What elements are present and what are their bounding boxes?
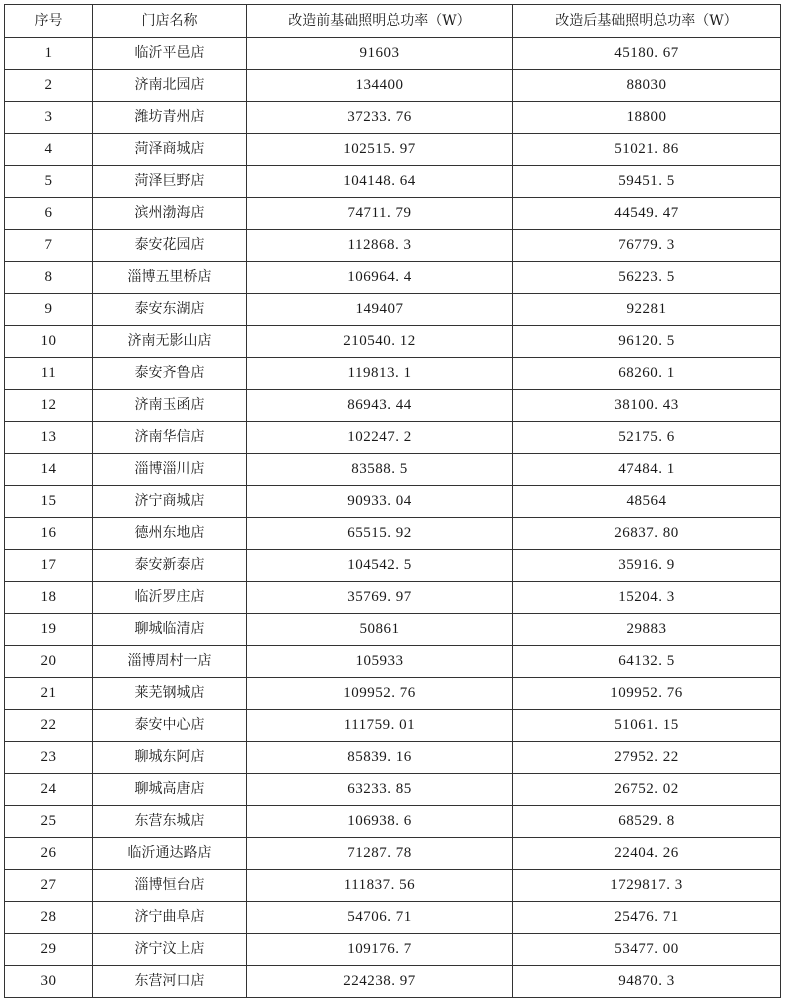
cell-power-before: 119813. 1: [247, 358, 513, 390]
cell-store-name: 临沂罗庄店: [93, 582, 247, 614]
cell-index: 28: [5, 902, 93, 934]
table-row: [5, 326, 781, 358]
cell-power-before: 210540. 12: [247, 326, 513, 358]
table-row: [5, 806, 781, 838]
cell-power-before: 63233. 85: [247, 774, 513, 806]
cell-store-name: 淄博周村一店: [93, 646, 247, 678]
table-row: [5, 678, 781, 710]
table-row: [5, 294, 781, 326]
cell-power-before: 106938. 6: [247, 806, 513, 838]
table-row: [5, 454, 781, 486]
cell-index: 16: [5, 518, 93, 550]
cell-store-name: 济宁曲阜店: [93, 902, 247, 934]
cell-index: 7: [5, 230, 93, 262]
cell-index: 5: [5, 166, 93, 198]
cell-power-after: 22404. 26: [513, 838, 781, 870]
cell-index: 12: [5, 390, 93, 422]
cell-power-after: 76779. 3: [513, 230, 781, 262]
cell-index: 25: [5, 806, 93, 838]
cell-index: 10: [5, 326, 93, 358]
cell-power-after: 1729817. 3: [513, 870, 781, 902]
cell-index: 20: [5, 646, 93, 678]
table-row: [5, 390, 781, 422]
table-row: [5, 646, 781, 678]
cell-power-before: 54706. 71: [247, 902, 513, 934]
cell-power-before: 35769. 97: [247, 582, 513, 614]
cell-power-after: 44549. 47: [513, 198, 781, 230]
cell-power-before: 106964. 4: [247, 262, 513, 294]
table-row: [5, 230, 781, 262]
cell-store-name: 淄博恒台店: [93, 870, 247, 902]
cell-power-after: 18800: [513, 102, 781, 134]
cell-index: 17: [5, 550, 93, 582]
table-row: [5, 582, 781, 614]
cell-power-after: 109952. 76: [513, 678, 781, 710]
cell-store-name: 滨州渤海店: [93, 198, 247, 230]
table-row: [5, 614, 781, 646]
cell-index: 26: [5, 838, 93, 870]
cell-store-name: 泰安花园店: [93, 230, 247, 262]
cell-power-after: 15204. 3: [513, 582, 781, 614]
cell-power-before: 37233. 76: [247, 102, 513, 134]
cell-store-name: 莱芜钢城店: [93, 678, 247, 710]
cell-index: 21: [5, 678, 93, 710]
cell-power-before: 134400: [247, 70, 513, 102]
cell-power-after: 94870. 3: [513, 966, 781, 998]
cell-index: 2: [5, 70, 93, 102]
cell-store-name: 淄博淄川店: [93, 454, 247, 486]
cell-index: 18: [5, 582, 93, 614]
table-row: [5, 710, 781, 742]
cell-power-after: 51061. 15: [513, 710, 781, 742]
cell-power-after: 29883: [513, 614, 781, 646]
header-power-before: 改造前基础照明总功率（W）: [247, 5, 513, 38]
cell-store-name: 临沂平邑店: [93, 38, 247, 70]
cell-store-name: 聊城高唐店: [93, 774, 247, 806]
cell-index: 1: [5, 38, 93, 70]
cell-power-before: 83588. 5: [247, 454, 513, 486]
cell-power-before: 102515. 97: [247, 134, 513, 166]
cell-power-after: 51021. 86: [513, 134, 781, 166]
cell-power-after: 88030: [513, 70, 781, 102]
header-index: 序号: [5, 5, 93, 38]
cell-power-before: 112868. 3: [247, 230, 513, 262]
cell-store-name: 泰安齐鲁店: [93, 358, 247, 390]
cell-index: 29: [5, 934, 93, 966]
cell-store-name: 济南华信店: [93, 422, 247, 454]
cell-power-before: 85839. 16: [247, 742, 513, 774]
cell-power-before: 109952. 76: [247, 678, 513, 710]
cell-store-name: 济宁商城店: [93, 486, 247, 518]
cell-power-before: 111759. 01: [247, 710, 513, 742]
cell-index: 8: [5, 262, 93, 294]
cell-index: 3: [5, 102, 93, 134]
cell-store-name: 德州东地店: [93, 518, 247, 550]
cell-power-after: 35916. 9: [513, 550, 781, 582]
cell-index: 14: [5, 454, 93, 486]
cell-power-before: 102247. 2: [247, 422, 513, 454]
cell-index: 15: [5, 486, 93, 518]
cell-power-after: 68260. 1: [513, 358, 781, 390]
table-row: [5, 902, 781, 934]
cell-index: 4: [5, 134, 93, 166]
cell-power-before: 50861: [247, 614, 513, 646]
cell-index: 13: [5, 422, 93, 454]
cell-store-name: 菏泽商城店: [93, 134, 247, 166]
cell-power-after: 56223. 5: [513, 262, 781, 294]
cell-power-after: 47484. 1: [513, 454, 781, 486]
cell-power-after: 26752. 02: [513, 774, 781, 806]
cell-store-name: 东营东城店: [93, 806, 247, 838]
table-row: [5, 134, 781, 166]
cell-store-name: 泰安新泰店: [93, 550, 247, 582]
header-power-after: 改造后基础照明总功率（W）: [513, 5, 781, 38]
cell-index: 11: [5, 358, 93, 390]
cell-store-name: 淄博五里桥店: [93, 262, 247, 294]
cell-power-after: 26837. 80: [513, 518, 781, 550]
table-row: [5, 870, 781, 902]
cell-power-before: 65515. 92: [247, 518, 513, 550]
cell-index: 30: [5, 966, 93, 998]
cell-store-name: 济南无影山店: [93, 326, 247, 358]
cell-power-after: 27952. 22: [513, 742, 781, 774]
cell-store-name: 潍坊青州店: [93, 102, 247, 134]
cell-power-before: 90933. 04: [247, 486, 513, 518]
cell-store-name: 聊城东阿店: [93, 742, 247, 774]
table-row: [5, 166, 781, 198]
cell-store-name: 济宁汶上店: [93, 934, 247, 966]
table-row: [5, 966, 781, 998]
cell-power-after: 38100. 43: [513, 390, 781, 422]
table-row: [5, 198, 781, 230]
cell-power-after: 92281: [513, 294, 781, 326]
cell-power-before: 224238. 97: [247, 966, 513, 998]
cell-store-name: 临沂通达路店: [93, 838, 247, 870]
cell-power-after: 25476. 71: [513, 902, 781, 934]
table-row: [5, 262, 781, 294]
table-row: [5, 934, 781, 966]
power-comparison-table-container: [4, 4, 780, 998]
cell-power-before: 104542. 5: [247, 550, 513, 582]
table-header-row: [5, 5, 781, 38]
cell-power-before: 71287. 78: [247, 838, 513, 870]
table-row: [5, 742, 781, 774]
table-row: [5, 774, 781, 806]
cell-power-after: 52175. 6: [513, 422, 781, 454]
table-row: [5, 422, 781, 454]
cell-power-before: 111837. 56: [247, 870, 513, 902]
table-row: [5, 70, 781, 102]
cell-power-before: 149407: [247, 294, 513, 326]
cell-power-before: 91603: [247, 38, 513, 70]
cell-power-after: 48564: [513, 486, 781, 518]
cell-power-before: 86943. 44: [247, 390, 513, 422]
cell-store-name: 东营河口店: [93, 966, 247, 998]
cell-index: 23: [5, 742, 93, 774]
cell-power-after: 45180. 67: [513, 38, 781, 70]
table-body: [5, 38, 781, 998]
header-store-name: 门店名称: [93, 5, 247, 38]
cell-store-name: 菏泽巨野店: [93, 166, 247, 198]
cell-index: 19: [5, 614, 93, 646]
cell-store-name: 济南北园店: [93, 70, 247, 102]
cell-power-after: 53477. 00: [513, 934, 781, 966]
table-row: [5, 550, 781, 582]
cell-store-name: 泰安中心店: [93, 710, 247, 742]
cell-power-before: 105933: [247, 646, 513, 678]
cell-power-after: 59451. 5: [513, 166, 781, 198]
cell-index: 22: [5, 710, 93, 742]
table-row: [5, 102, 781, 134]
table-row: [5, 486, 781, 518]
cell-power-before: 74711. 79: [247, 198, 513, 230]
cell-index: 9: [5, 294, 93, 326]
cell-power-after: 96120. 5: [513, 326, 781, 358]
cell-power-before: 104148. 64: [247, 166, 513, 198]
cell-power-before: 109176. 7: [247, 934, 513, 966]
table-row: [5, 518, 781, 550]
cell-index: 6: [5, 198, 93, 230]
table-row: [5, 358, 781, 390]
cell-power-after: 64132. 5: [513, 646, 781, 678]
cell-index: 27: [5, 870, 93, 902]
cell-store-name: 泰安东湖店: [93, 294, 247, 326]
cell-store-name: 济南玉函店: [93, 390, 247, 422]
cell-index: 24: [5, 774, 93, 806]
cell-power-after: 68529. 8: [513, 806, 781, 838]
table-row: [5, 838, 781, 870]
cell-store-name: 聊城临清店: [93, 614, 247, 646]
power-comparison-table: [4, 4, 781, 998]
table-row: [5, 38, 781, 70]
